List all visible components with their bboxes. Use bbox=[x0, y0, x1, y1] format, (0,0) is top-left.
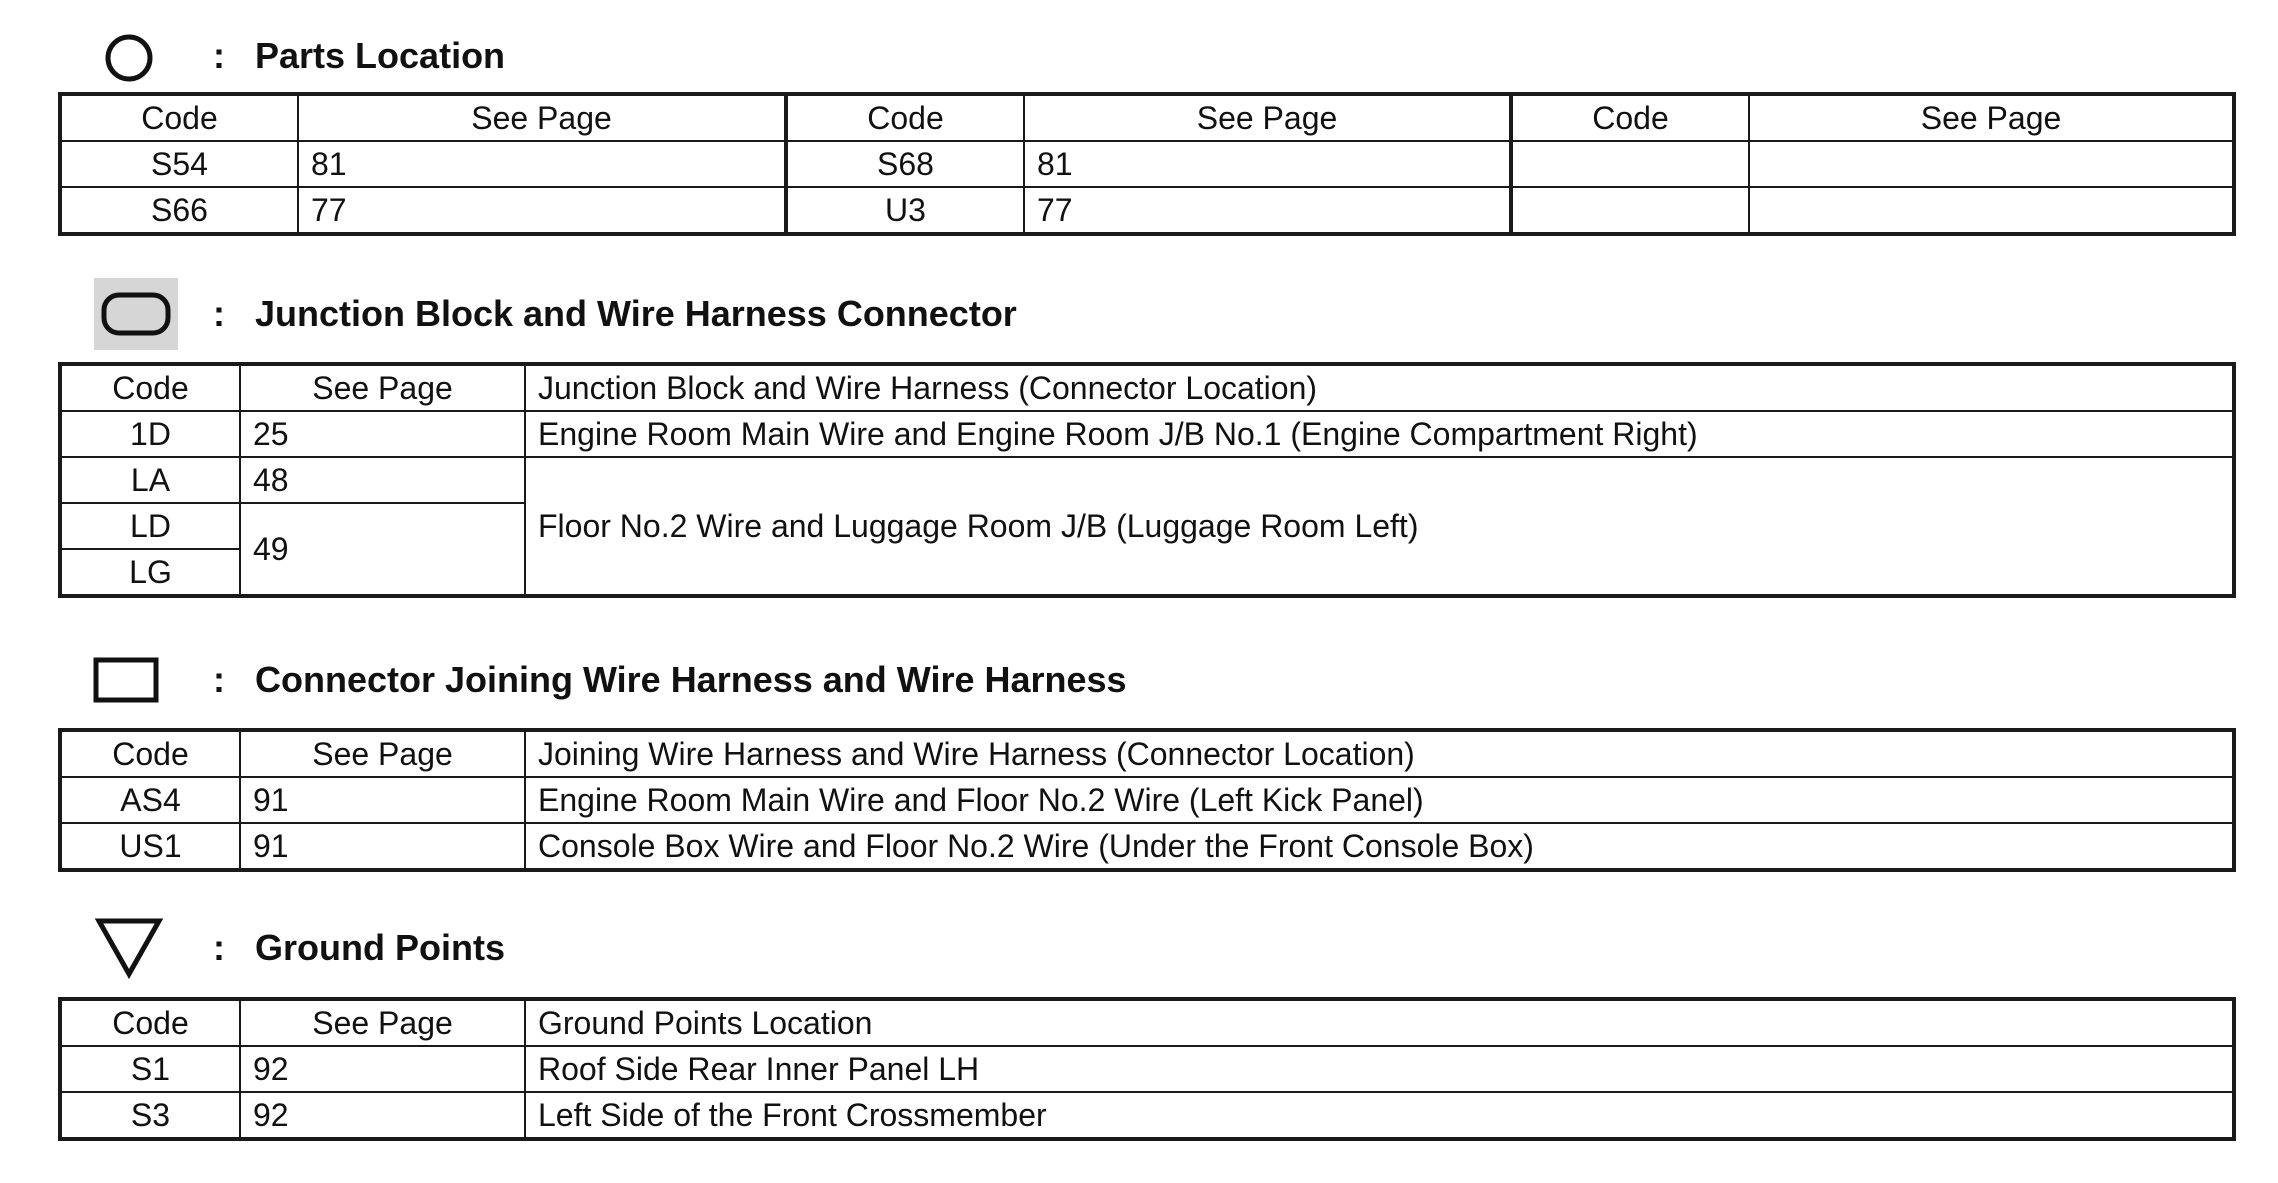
section-title: Parts Location bbox=[255, 35, 506, 76]
junction-block-table bbox=[58, 362, 2236, 598]
header-code: Code bbox=[60, 94, 298, 141]
code-cell bbox=[1511, 141, 1749, 187]
page-cell: 91 bbox=[240, 823, 525, 870]
table-row bbox=[60, 141, 2234, 187]
location-cell: Floor No.2 Wire and Luggage Room J/B (Luggage Room Left) bbox=[525, 457, 2234, 596]
ground-points-table bbox=[58, 997, 2236, 1141]
page-cell: 48 bbox=[240, 457, 525, 503]
section-colon: : bbox=[213, 659, 225, 700]
table-row bbox=[60, 457, 2234, 503]
header-code: Code bbox=[60, 364, 240, 411]
parts-location-table bbox=[58, 92, 2236, 236]
code-cell bbox=[1511, 187, 1749, 234]
page-cell bbox=[1749, 187, 2234, 234]
section-colon: : bbox=[213, 927, 225, 968]
section-connector-joining-header bbox=[0, 650, 2278, 710]
page-cell: 91 bbox=[240, 777, 525, 823]
code-cell: AS4 bbox=[60, 777, 240, 823]
section-ground-points-header bbox=[0, 918, 2278, 978]
code-cell: S3 bbox=[60, 1092, 240, 1139]
table-row bbox=[60, 411, 2234, 457]
header-code: Code bbox=[1511, 94, 1749, 141]
location-cell: Engine Room Main Wire and Floor No.2 Wire (Left Kick Panel) bbox=[525, 777, 2234, 823]
page-cell: 77 bbox=[298, 187, 786, 234]
header-location: Joining Wire Harness and Wire Harness (Connector Location) bbox=[525, 730, 2234, 777]
table-row bbox=[60, 187, 2234, 234]
section-colon: : bbox=[213, 35, 225, 76]
table-row bbox=[60, 823, 2234, 870]
code-cell: LG bbox=[60, 549, 240, 596]
code-cell: S66 bbox=[60, 187, 298, 234]
code-cell: S68 bbox=[786, 141, 1024, 187]
code-cell: U3 bbox=[786, 187, 1024, 234]
location-cell: Console Box Wire and Floor No.2 Wire (Under the Front Console Box) bbox=[525, 823, 2234, 870]
code-cell: US1 bbox=[60, 823, 240, 870]
page-cell: 92 bbox=[240, 1092, 525, 1139]
table-header-row bbox=[60, 364, 2234, 411]
page-cell bbox=[1749, 141, 2234, 187]
section-parts-location-header bbox=[0, 26, 2278, 86]
connector-joining-table bbox=[58, 728, 2236, 872]
table-row bbox=[60, 1092, 2234, 1139]
page-cell: 49 bbox=[240, 503, 525, 596]
section-junction-block-header bbox=[0, 284, 2278, 344]
section-title: Junction Block and Wire Harness Connector bbox=[255, 293, 1017, 334]
square-icon bbox=[93, 657, 159, 705]
code-cell: S1 bbox=[60, 1046, 240, 1092]
location-cell: Engine Room Main Wire and Engine Room J/B No.1 (Engine Compartment Right) bbox=[525, 411, 2234, 457]
code-cell: 1D bbox=[60, 411, 240, 457]
section-title: Connector Joining Wire Harness and Wire Harness bbox=[255, 659, 1127, 700]
page-cell: 81 bbox=[298, 141, 786, 187]
triangle-down-icon bbox=[94, 916, 164, 980]
header-see-page: See Page bbox=[240, 999, 525, 1046]
code-cell: S54 bbox=[60, 141, 298, 187]
page-cell: 77 bbox=[1024, 187, 1511, 234]
table-header-row bbox=[60, 730, 2234, 777]
table-header-row bbox=[60, 999, 2234, 1046]
header-code: Code bbox=[786, 94, 1024, 141]
header-code: Code bbox=[60, 730, 240, 777]
location-cell: Roof Side Rear Inner Panel LH bbox=[525, 1046, 2234, 1092]
header-location: Junction Block and Wire Harness (Connector Location) bbox=[525, 364, 2234, 411]
section-colon: : bbox=[213, 293, 225, 334]
page-cell: 81 bbox=[1024, 141, 1511, 187]
header-see-page: See Page bbox=[298, 94, 786, 141]
header-code: Code bbox=[60, 999, 240, 1046]
header-see-page: See Page bbox=[240, 364, 525, 411]
rounded-rect-icon bbox=[94, 278, 178, 350]
page-cell: 25 bbox=[240, 411, 525, 457]
header-see-page: See Page bbox=[1024, 94, 1511, 141]
section-title: Ground Points bbox=[255, 927, 505, 968]
page-cell: 92 bbox=[240, 1046, 525, 1092]
code-cell: LA bbox=[60, 457, 240, 503]
circle-icon bbox=[103, 32, 155, 84]
header-see-page: See Page bbox=[240, 730, 525, 777]
table-row bbox=[60, 1046, 2234, 1092]
table-header-row bbox=[60, 94, 2234, 141]
location-cell: Left Side of the Front Crossmember bbox=[525, 1092, 2234, 1139]
code-cell: LD bbox=[60, 503, 240, 549]
table-row bbox=[60, 777, 2234, 823]
header-see-page: See Page bbox=[1749, 94, 2234, 141]
header-location: Ground Points Location bbox=[525, 999, 2234, 1046]
